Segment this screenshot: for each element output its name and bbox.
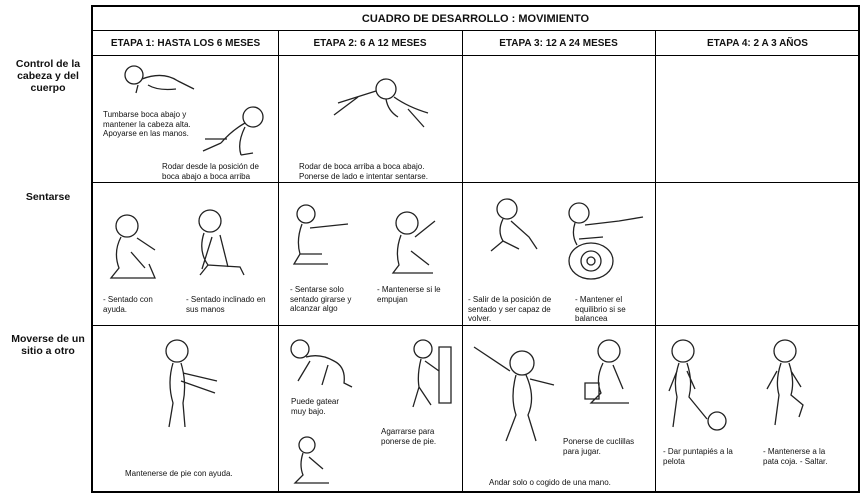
col-divider [278, 31, 279, 491]
caption: - Dar puntapiés a la pelota [663, 447, 733, 466]
baby-sitting-small-illustration [289, 435, 343, 489]
row-label-sitting: Sentarse [25, 191, 71, 203]
caption: Mantenerse de pie con ayuda. [125, 469, 233, 478]
caption: - Sentado inclinado en sus manos [186, 295, 266, 314]
baby-rolling-illustration [191, 103, 271, 159]
row-label-head-control: Control de la cabeza y del cuerpo [15, 58, 81, 94]
caption: - Sentarse solo sentado girarse y alcanzar algo [290, 285, 352, 313]
baby-sitting-supported-illustration [105, 212, 165, 284]
caption: - Mantenerse a la pata coja. - Saltar. [763, 447, 828, 466]
caption: - Mantenerse si le empujan [377, 285, 441, 304]
baby-sitting-reaching-illustration [288, 202, 358, 272]
col-divider [655, 31, 656, 491]
caption: - Salir de la posición de sentado y ser capaz de volver. [468, 295, 552, 323]
toddler-squatting-illustration [579, 337, 639, 411]
col-header-stage-1: ETAPA 1: HASTA LOS 6 MESES [93, 31, 278, 56]
col-header-stage-2: ETAPA 2: 6 A 12 MESES [278, 31, 462, 56]
row-divider [93, 182, 858, 183]
baby-sitting-leaning-illustration [188, 207, 254, 281]
caption: Rodar desde la posición de boca abajo a boca arriba [162, 162, 259, 181]
col-divider [462, 31, 463, 491]
baby-crawling-illustration [288, 337, 358, 393]
col-header-stage-4: ETAPA 4: 2 A 3 AÑOS [655, 31, 860, 56]
row-divider [93, 325, 858, 326]
caption: Ponerse de cuclillas para jugar. [563, 437, 635, 456]
caption: Agarrarse para ponerse de pie. [381, 427, 437, 446]
table-title: CUADRO DE DESARROLLO : MOVIMIENTO [93, 7, 858, 31]
caption: Tumbarse boca abajo y mantener la cabeza alta. Apoyarse en las manos. [103, 110, 191, 138]
toddler-walking-illustration [470, 337, 560, 449]
child-kicking-ball-illustration [661, 337, 733, 437]
caption: - Sentado con ayuda. [103, 295, 153, 314]
baby-prone-illustration [118, 61, 198, 99]
child-hopping-illustration [761, 337, 821, 437]
caption: - Mantener el equilibrio si se balancea [575, 295, 626, 323]
baby-rolling-over-illustration [328, 73, 438, 133]
caption: Puede gatear muy bajo. [291, 397, 340, 416]
col-header-stage-3: ETAPA 3: 12 A 24 MESES [462, 31, 655, 56]
baby-standing-with-help-illustration [155, 337, 225, 437]
baby-getting-up-illustration [483, 197, 543, 257]
caption: Rodar de boca arriba a boca abajo. Ponerse de lado e intentar sentarse. [299, 162, 428, 181]
baby-balancing-pushed-illustration [385, 207, 445, 279]
row-label-moving: Moverse de un sitio a otro [11, 333, 85, 357]
baby-on-rocking-toy-illustration [559, 199, 649, 283]
baby-pulling-to-stand-illustration [401, 337, 457, 411]
caption: Andar solo o cogido de una mano. [489, 478, 611, 487]
development-table [91, 5, 860, 493]
